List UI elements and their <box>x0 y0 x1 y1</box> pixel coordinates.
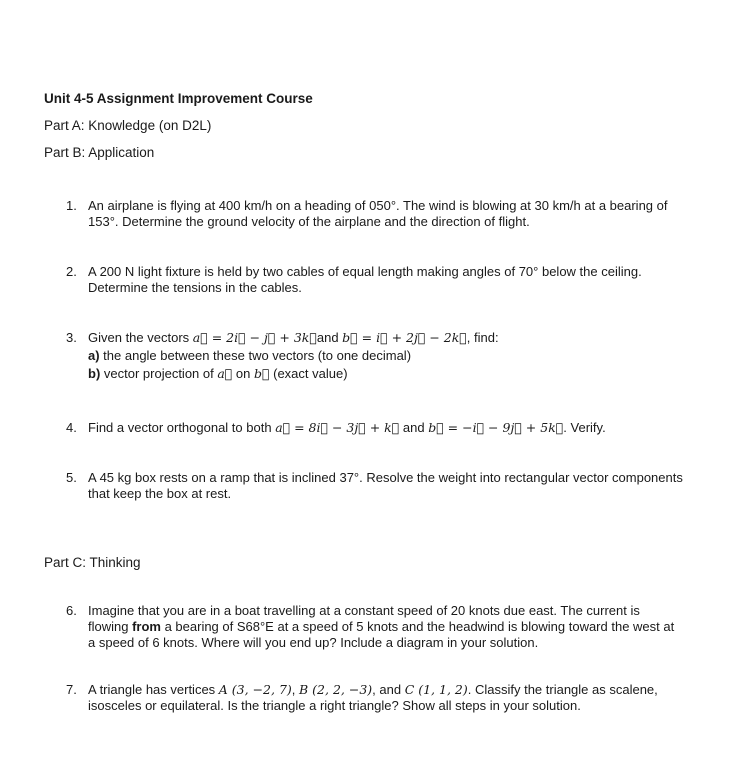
question-number: 3. <box>66 330 77 345</box>
emphasis-word: from <box>132 619 161 634</box>
question-text-line: Determine the tensions in the cables. <box>88 280 302 295</box>
question-text-line <box>88 420 716 436</box>
question-text: A triangle has vertices <box>88 682 219 697</box>
question-text: a bearing of S68°E at a speed of 5 knots and the headwind is blowing toward the west at <box>160 619 675 634</box>
question-text-line: 153°. Determine the ground velocity of the airplane and the direction of flight. <box>88 214 530 229</box>
question-text-line: An airplane is flying at 400 km/h on a heading of 050°. The wind is blowing at 30 km/h at a bearing of <box>88 198 668 213</box>
question-number: 5. <box>66 470 77 485</box>
question-7 <box>66 682 716 714</box>
vector-b-symbol: b⃗ <box>254 366 270 381</box>
question-number: 2. <box>66 264 77 279</box>
question-number: 7. <box>66 682 77 697</box>
question-text-line: A 45 kg box rests on a ramp that is inclined 37°. Resolve the weight into rectangular vector components <box>88 470 683 485</box>
question-1 <box>66 198 716 230</box>
document-title: Unit 4-5 Assignment Improvement Course <box>44 91 313 106</box>
question-text: . Classify the triangle as scalene, <box>467 682 658 697</box>
vector-a-expression: a⃗ = 2i⃗ − j⃗ + 3k⃗ <box>192 330 317 345</box>
question-5 <box>66 470 716 502</box>
vertex-c: C (1, 1, 2) <box>404 682 468 697</box>
vector-b-expression: b⃗ = −i⃗ − 9j⃗ + 5k⃗ <box>428 420 564 435</box>
subquestion-label: a) <box>88 348 100 363</box>
part-a-heading: Part A: Knowledge (on D2L) <box>44 118 212 133</box>
question-text: and <box>316 330 343 345</box>
question-text: Given the vectors <box>88 330 193 345</box>
question-text: Find a vector orthogonal to both <box>88 420 276 435</box>
vector-a-expression: a⃗ = 8i⃗ − 3j⃗ + k⃗ <box>275 420 400 435</box>
question-text-line <box>88 619 716 635</box>
subquestion-text: vector projection of <box>100 366 218 381</box>
question-2 <box>66 264 716 296</box>
question-text-line: Imagine that you are in a boat travelling at a constant speed of 20 knots due east. The current is <box>88 603 640 618</box>
question-number: 1. <box>66 198 77 213</box>
vertex-b: B (2, 2, −3) <box>299 682 373 697</box>
part-b-heading: Part B: Application <box>44 145 155 160</box>
question-4 <box>66 420 716 436</box>
subquestion-text: on <box>232 366 254 381</box>
question-text: , <box>291 682 300 697</box>
question-text-line: A 200 N light fixture is held by two cables of equal length making angles of 70° below the ceiling. <box>88 264 642 279</box>
question-number: 6. <box>66 603 77 618</box>
vertex-a: A (3, −2, 7) <box>218 682 292 697</box>
question-text-line: that keep the box at rest. <box>88 486 232 501</box>
question-text: flowing <box>88 619 133 634</box>
vector-b-expression: b⃗ = i⃗ + 2j⃗ − 2k⃗ <box>342 330 467 345</box>
subquestion-text: the angle between these two vectors (to one decimal) <box>99 348 412 363</box>
question-6 <box>66 603 716 651</box>
question-text: , find: <box>466 330 499 345</box>
subquestion-a <box>88 347 716 365</box>
question-text: and <box>399 420 429 435</box>
question-text-line: a speed of 6 knots. Where will you end up? Include a diagram in your solution. <box>88 635 539 650</box>
question-3 <box>66 329 716 383</box>
vector-a-symbol: a⃗ <box>217 366 233 381</box>
part-c-heading: Part C: Thinking <box>44 555 141 570</box>
question-text: . Verify. <box>563 420 606 435</box>
question-text: , and <box>372 682 405 697</box>
question-text-line: isosceles or equilateral. Is the triangle a right triangle? Show all steps in your solution. <box>88 698 581 713</box>
question-number: 4. <box>66 420 77 435</box>
subquestion-label: b) <box>88 366 101 381</box>
question-text-line <box>88 329 716 347</box>
subquestion-text: (exact value) <box>269 366 348 381</box>
subquestion-b <box>88 365 716 383</box>
question-text-line <box>88 682 716 698</box>
